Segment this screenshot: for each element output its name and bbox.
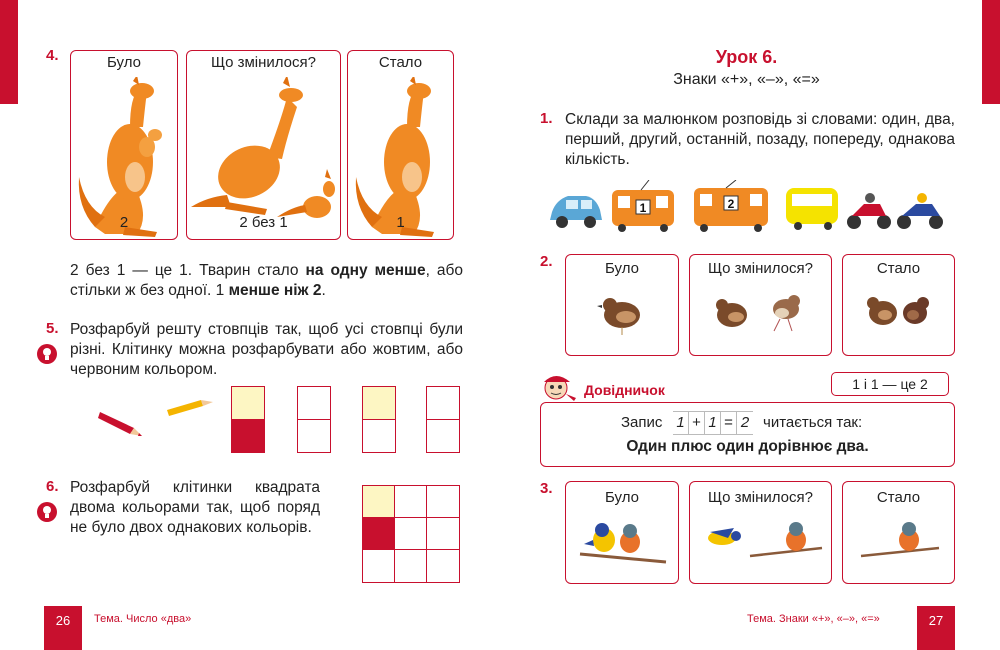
text: , або стільки ж без одної. 1 bbox=[70, 262, 464, 299]
task4-card-change bbox=[186, 50, 341, 240]
record-notation bbox=[673, 411, 753, 435]
task3-card-after bbox=[842, 481, 955, 584]
page-number-left: 26 bbox=[44, 606, 82, 650]
two-birds-image bbox=[708, 287, 818, 341]
task6-text: Розфарбуй клітинки квадрата двома кольорами так, щоб поряд не було двох однакових кольорів. bbox=[70, 479, 320, 536]
task2-number: 2. bbox=[540, 253, 553, 270]
column1-cell-bottom-red bbox=[231, 419, 265, 453]
text-bold: на одну менше bbox=[305, 262, 426, 279]
one-bird-image bbox=[596, 289, 652, 339]
task1-number: 1. bbox=[540, 110, 553, 127]
grid-cell-1-1 bbox=[362, 485, 395, 518]
card-title: Було bbox=[107, 54, 141, 71]
record-suffix: читається так: bbox=[763, 414, 863, 431]
tram-1-icon bbox=[612, 180, 674, 232]
tram-2-icon bbox=[694, 180, 768, 232]
reference-badge: 1 і 1 — це 2 bbox=[831, 372, 949, 396]
two-birds-together-image bbox=[861, 287, 941, 341]
svg-text:2: 2 bbox=[727, 197, 735, 211]
lightbulb-icon bbox=[37, 344, 57, 364]
record-cell: 1 bbox=[673, 412, 689, 434]
grid-cell-2-1 bbox=[362, 517, 395, 550]
grid-cell-2-3[interactable] bbox=[426, 517, 460, 550]
column4-cell-top[interactable] bbox=[426, 386, 460, 420]
column3-cell-top-yellow bbox=[362, 386, 396, 420]
page-number-right: 27 bbox=[917, 606, 955, 650]
column4-cell-bottom[interactable] bbox=[426, 419, 460, 453]
lesson-title: Урок 6. bbox=[715, 47, 778, 67]
red-pencil-icon bbox=[98, 408, 144, 438]
right-page-tab bbox=[982, 0, 1000, 104]
task4-number: 4. bbox=[46, 47, 59, 64]
task5-number: 5. bbox=[46, 320, 59, 337]
footer-topic-right: Тема. Знаки «+», «–», «=» bbox=[747, 613, 880, 625]
card-title: Стало bbox=[876, 489, 921, 506]
task3-card-before bbox=[565, 481, 679, 584]
text: 2 без 1 — це 1. Тварин стало bbox=[70, 262, 306, 279]
column1-cell-top-yellow bbox=[231, 386, 265, 420]
task2-card-before bbox=[565, 254, 679, 356]
svg-text:1: 1 bbox=[639, 201, 647, 215]
lightbulb-icon bbox=[37, 502, 57, 522]
column3-cell-bottom[interactable] bbox=[362, 419, 396, 453]
footer-topic-left: Тема. Число «два» bbox=[94, 613, 192, 625]
one-bird-on-branch-image bbox=[859, 518, 943, 570]
yellow-bus-icon bbox=[786, 188, 838, 230]
record-cell: + bbox=[689, 412, 705, 434]
grid-cell-1-2[interactable] bbox=[394, 485, 427, 518]
grid-cell-2-2[interactable] bbox=[394, 517, 427, 550]
card-value: 2 без 1 bbox=[239, 214, 288, 231]
card-title: Що змінилося? bbox=[708, 489, 813, 506]
task2-card-change bbox=[689, 254, 832, 356]
record-label: Запис bbox=[621, 414, 663, 431]
task5-text: Розфарбуй решту стовпців так, щоб усі стовпці були різні. Клітинку можна розфарбувати або жовтим, або червоним кольором. bbox=[70, 321, 463, 378]
grid-cell-3-3[interactable] bbox=[426, 549, 460, 583]
card-value: 1 bbox=[396, 214, 405, 231]
task2-card-after bbox=[842, 254, 955, 356]
text: . bbox=[321, 282, 326, 299]
lesson-subtitle: Знаки «+», «–», «=» bbox=[673, 71, 820, 88]
vehicles-row-image bbox=[546, 180, 954, 234]
grid-cell-3-2[interactable] bbox=[394, 549, 427, 583]
reference-label: Довідничок bbox=[584, 382, 665, 398]
blue-motorcycle-icon bbox=[897, 193, 943, 229]
grid-cell-1-3[interactable] bbox=[426, 485, 460, 518]
reference-helper-icon bbox=[540, 372, 580, 402]
grid-cell-3-1[interactable] bbox=[362, 549, 395, 583]
task6-number: 6. bbox=[46, 478, 59, 495]
reference-reading: Один плюс один дорівнює два. bbox=[626, 438, 869, 455]
record-cell: 2 bbox=[740, 414, 750, 431]
reference-box bbox=[540, 402, 955, 467]
two-birds-on-branch-image bbox=[578, 518, 668, 570]
red-motorcycle-icon bbox=[847, 193, 891, 229]
task4-card-after bbox=[347, 50, 454, 240]
yellow-pencil-icon bbox=[165, 398, 215, 418]
column2-cell-bottom[interactable] bbox=[297, 419, 331, 453]
card-title: Стало bbox=[876, 260, 921, 277]
blue-car-icon bbox=[550, 196, 602, 228]
record-cell: 1 bbox=[705, 412, 721, 434]
left-page-tab bbox=[0, 0, 18, 104]
task3-number: 3. bbox=[540, 480, 553, 497]
card-title: Стало bbox=[378, 54, 423, 71]
task3-card-change bbox=[689, 481, 832, 584]
bird-flying-away-image bbox=[700, 518, 824, 570]
task1-text: Склади за малюнком розповідь зі словами: один, два, перший, другий, останній, позаду, попереду, однакова кількість. bbox=[565, 111, 955, 168]
card-title: Що змінилося? bbox=[211, 54, 316, 71]
card-title: Було bbox=[605, 489, 639, 506]
text-bold: менше ніж 2 bbox=[228, 282, 322, 299]
task4-explanation bbox=[70, 261, 463, 301]
record-cell: = bbox=[721, 412, 737, 434]
card-value: 2 bbox=[119, 214, 129, 231]
column2-cell-top[interactable] bbox=[297, 386, 331, 420]
task4-card-before bbox=[70, 50, 178, 240]
card-title: Було bbox=[605, 260, 639, 277]
card-title: Що змінилося? bbox=[708, 260, 813, 277]
